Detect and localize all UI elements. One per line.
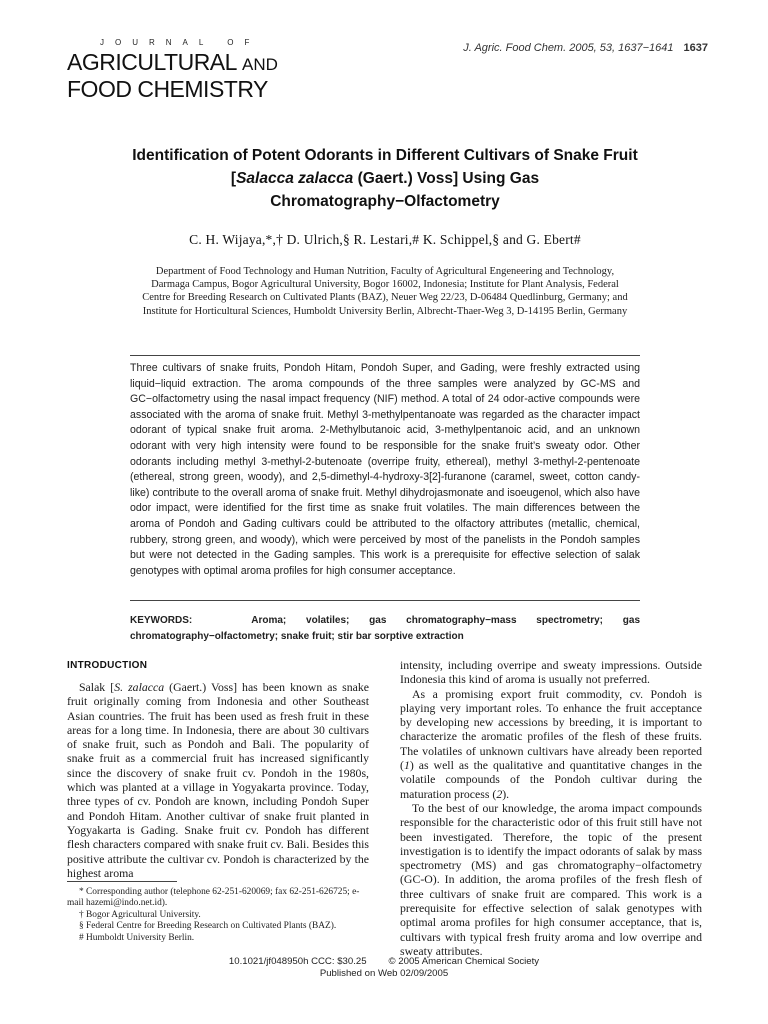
intro-paragraph-continued: intensity, including overripe and sweaty impressions. Outside Indonesia this kind of aroma is usually not preferred.	[400, 658, 702, 687]
footnote-rule	[67, 881, 177, 882]
abstract-bottom-rule	[130, 600, 640, 601]
introduction-heading: INTRODUCTION	[67, 660, 148, 671]
abstract: Three cultivars of snake fruits, Pondoh Hitam, Pondoh Super, and Gading, were freshly extracted using liquid−liquid extraction. The aroma compounds of the three samples were analyzed by GC-MS and GC−olfactometry using the nasal impact frequency (NIF) method. A total of 24 odor-active compounds were associated with the aroma of snake fruit. Methyl 3-methylpentanoate was regarded as the character impact odorant of typical snake fruit aroma. 2-Methylbutanoic acid, 3-methylpentanoic acid, and an unknown odorant with very high intensity were found to be responsible for the snake fruit’s sweaty odor. Other odorants including methyl 3-methyl-2-butenoate (overripe fruity, ethereal), methyl 3-methyl-2-pentenoate (ethereal, strong green, woody), and 2,5-dimethyl-4-hydroxy-3[2]-furanone (caramel, sweet, cotton candy-like) contribute to the overall aroma of snake fruit. Methyl dihydrojasmonate and isoeugenol, which also have odor impact, were identified for the first time as snake fruit volatiles. The main differences between the aroma of Pondoh and Gading cultivars could be attributed to the olfactory attributes (metallic, chemical, rubbery, strong green, and woody), which were perceived by most of the panelists in the Pondoh samples but were not detected in the Gading samples. This work is a prerequisite for effective selection of salak genotypes with optimal aroma profiles for high consumer acceptance.	[130, 362, 640, 577]
journal-logo-and: AND	[241, 55, 278, 74]
intro-paragraph-3: To the best of our knowledge, the aroma impact compounds responsible for the characteristic odor of this fruit still have not been investigated. Therefore, the topic of the present investigation is to identify the impact odorants of salak by mass spectrometry (MS) and gas chromatography−olfactometry (GC-O). In addition, the aroma profiles of the fresh flesh of three cultivars of snake fruit are compared. This work is a prerequisite for effective selection of salak genotypes with optimal aroma profiles for high consumer acceptance, that is, cultivars with typical fresh fruity aroma and low overripe and sweaty attributes.	[400, 800, 702, 958]
footer-published: Published on Web 02/09/2005	[319, 967, 449, 979]
title-part2: (Gaert.) Voss] Using Gas Chromatography−Olfactometry	[270, 170, 540, 210]
left-column	[67, 680, 369, 880]
footnote-corresponding: * Corresponding author (telephone 62-251-620069; fax 62-251-626725; e-mail hazemi@indo.net.id).	[67, 887, 360, 909]
intro-p2-b: ) as well as the qualitative and quantitative changes in the volatile compounds of the Pondoh cultivar during the maturation process (	[400, 758, 702, 801]
footnotes	[67, 887, 369, 944]
journal-logo-top: JOURNAL OF	[100, 38, 261, 47]
intro-p2-a: As a promising export fruit commodity, cv. Pondoh is playing very important roles. To enhance the fruit acceptance by developing new accessions by breeding, it is important to characterize the aromatic profiles of the flesh of these fruits. The volatiles of unknown cultivars have already been reported (	[400, 686, 702, 773]
title-species: Salacca zalacca	[236, 170, 354, 187]
reference-2: 2	[496, 786, 503, 801]
footer-line1	[0, 956, 768, 968]
journal-logo-line2: FOOD CHEMISTRY	[67, 76, 268, 102]
journal-logo-line1	[67, 50, 278, 77]
title-part1: Identification of Potent Odorants in Different Cultivars of Snake Fruit [	[132, 147, 638, 187]
intro-p2-c: ).	[502, 786, 510, 801]
citation-text: J. Agric. Food Chem. 2005, 53, 1637−1641	[463, 42, 674, 54]
footnote-bogor: † Bogor Agricultural University.	[79, 909, 201, 920]
intro-p1-b: (Gaert.) Voss] has been known as snake fruit originally coming from Indonesia and other Southeast Asian countries. The fruit has been used as fresh fruit in these areas for a long time. In Indonesia, there are about 30 cultivars of snake fruit, such as Pondoh and Bali. The popularity of snake fruit as a commercial fruit has increased significantly since the discovery of snake fruit cv. Pondoh in the 1980s, which was planted at a village in Yogyakarta province. Today, three types of cv. Pondoh are known, including Pondoh Super and Pondoh Hitam. Another cultivar of snake fruit planted in Yogyakarta is Gading. Snake fruit cv. Pondoh has different flesh characters compared with snake fruit cv. Bali. Besides this positive attribute the cultivar cv. Pondoh is characterized by the highest aroma	[67, 680, 369, 880]
affiliation: Department of Food Technology and Human Nutrition, Faculty of Agricultural Engeneering and Technology, Darmaga Campus, Bogor Agricultural University, Bogor 16002, Indonesia; Institute for Plant Analysis, Federal Centre for Breeding Research on Cultivated Plants (BAZ), Neuer Weg 22/23, D-06484 Quedlinburg, Germany; and Institute for Horticultural Sciences, Humboldt University Berlin, Albrecht-Thaer-Weg 3, D-14195 Berlin, Germany	[142, 266, 628, 317]
intro-paragraph-2	[400, 687, 702, 801]
keywords	[130, 613, 640, 645]
intro-paragraph-1	[67, 680, 369, 880]
footnote-baz: § Federal Centre for Breeding Research on Cultivated Plants (BAZ).	[79, 921, 337, 932]
abstract-top-rule	[130, 355, 640, 356]
page-number: 1637	[683, 42, 708, 54]
intro-p1-a: Salak [	[79, 680, 115, 694]
journal-logo-agricultural: AGRICULTURAL	[67, 49, 237, 75]
footer-copyright: © 2005 American Chemical Society	[388, 956, 540, 967]
keywords-text: Aroma; volatiles; gas chromatography−mass spectrometry; gas chromatography−olfactometry; snake fruit; stir bar sorptive extraction	[130, 615, 640, 642]
right-column	[400, 658, 702, 958]
keywords-label: KEYWORDS:	[130, 615, 193, 626]
footnote-humboldt: # Humboldt University Berlin.	[79, 932, 195, 943]
citation-header	[463, 42, 708, 54]
reference-1: 1	[403, 758, 410, 773]
paper-title	[130, 144, 640, 213]
footer-doi: 10.1021/jf048950h CCC: $30.25	[228, 956, 367, 967]
intro-p1-species: S. zalacca	[114, 680, 165, 694]
page-footer	[0, 956, 768, 979]
authors: C. H. Wijaya,*,† D. Ulrich,§ R. Lestari,# K. Schippel,§ and G. Ebert#	[189, 232, 581, 247]
